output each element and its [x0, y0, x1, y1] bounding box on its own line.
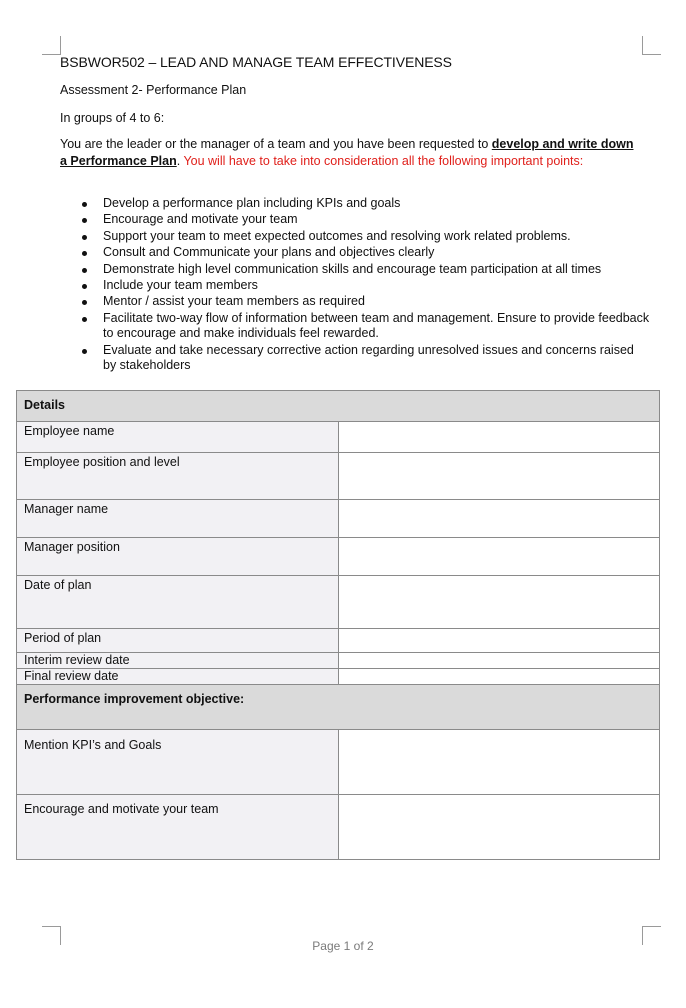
list-item: Include your team members	[60, 278, 650, 294]
intro-red-note: You will have to take into consideration all the following important points:	[180, 153, 584, 168]
details-header: Details	[17, 391, 660, 422]
final-review-field[interactable]	[338, 669, 660, 685]
date-of-plan-field[interactable]	[338, 576, 660, 629]
list-item: Facilitate two-way flow of information between team and management. Ensure to provide feedback to encourage and make individuals feel rewarded.	[60, 311, 650, 342]
manager-position-field[interactable]	[338, 538, 660, 576]
assessment-subtitle: Assessment 2- Performance Plan	[60, 83, 247, 97]
crop-mark-top-right	[642, 36, 661, 55]
employee-position-field[interactable]	[338, 453, 660, 500]
intro-emphasis: develop and write down a Performance Plan	[60, 137, 634, 168]
list-item: Mentor / assist your team members as required	[60, 294, 650, 310]
document-title: BSBWOR502 – LEAD AND MANAGE TEAM EFFECTIVENESS	[60, 54, 452, 70]
interim-review-label: Interim review date	[17, 653, 339, 669]
intro-paragraph	[60, 136, 640, 169]
manager-name-label: Manager name	[17, 500, 339, 538]
performance-plan-table	[16, 390, 660, 860]
employee-name-label: Employee name	[17, 422, 339, 453]
list-item: Demonstrate high level communication skills and encourage team participation at all times	[60, 262, 650, 278]
list-item: Support your team to meet expected outcomes and resolving work related problems.	[60, 229, 650, 245]
list-item: Evaluate and take necessary corrective action regarding unresolved issues and concerns raised by stakeholders	[60, 343, 650, 374]
crop-mark-top-left	[42, 36, 61, 55]
period-of-plan-label: Period of plan	[17, 629, 339, 653]
objective-header: Performance improvement objective:	[17, 685, 660, 730]
final-review-label: Final review date	[17, 669, 339, 685]
list-item: Develop a performance plan including KPIs and goals	[60, 196, 650, 212]
intro-period: .	[176, 153, 181, 168]
list-item: Encourage and motivate your team	[60, 212, 650, 228]
kpis-goals-label: Mention KPI’s and Goals	[17, 730, 339, 795]
groups-note: In groups of 4 to 6:	[60, 111, 165, 125]
interim-review-field[interactable]	[338, 653, 660, 669]
list-item: Consult and Communicate your plans and objectives clearly	[60, 245, 650, 261]
motivate-team-label: Encourage and motivate your team	[17, 795, 339, 860]
period-of-plan-field[interactable]	[338, 629, 660, 653]
employee-name-field[interactable]	[338, 422, 660, 453]
page-number: Page 1 of 2	[312, 939, 374, 953]
manager-position-label: Manager position	[17, 538, 339, 576]
motivate-team-field[interactable]	[338, 795, 660, 860]
date-of-plan-label: Date of plan	[17, 576, 339, 629]
requirements-list	[60, 196, 650, 375]
intro-text: You are the leader or the manager of a team and you have been requested to	[60, 137, 492, 151]
manager-name-field[interactable]	[338, 500, 660, 538]
kpis-goals-field[interactable]	[338, 730, 660, 795]
employee-position-label: Employee position and level	[17, 453, 339, 500]
